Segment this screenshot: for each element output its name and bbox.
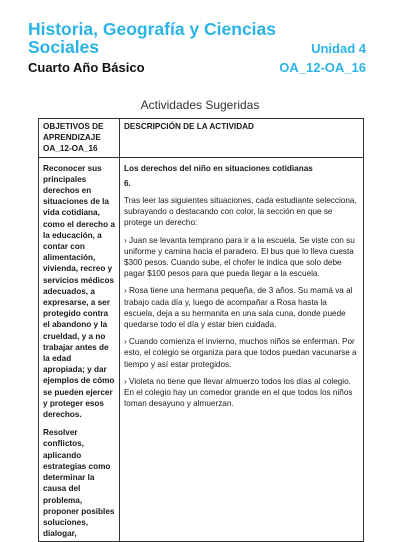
document-header [28, 20, 372, 76]
activity-title: Los derechos del niño en situaciones cotidianas [124, 163, 313, 173]
subject-title-line1: Historia, Geografía y Ciencias [28, 19, 277, 39]
grade-row [28, 60, 372, 76]
grade-label: Cuarto Año Básico [28, 60, 145, 75]
subject-title-line2: Sociales [28, 37, 100, 57]
oa-range-label: OA_12-OA_16 [279, 60, 366, 75]
activity-paragraph: › Cuando comienza el invierno, muchos niños se enferman. Por esto, el colegio se organiza para que todos puedan vacunarse a tiempo y así estar protegidos. [124, 337, 357, 369]
activity-number: 6. [124, 178, 131, 188]
table-header-row [39, 119, 364, 158]
activity-paragraph: › Juan se levanta temprano para ir a la escuela. Se viste con su uniforme y camina hacia el paradero. El bus que lo lleva cuesta $300 pesos. Cuando sube, el chofer le indica que solo debe pagar $100 pesos para que pueda llegar a la escuela. [124, 235, 355, 279]
activity-paragraph: › Violeta no tiene que llevar almuerzo todos los días al colegio. En el colegio hay un comedor grande en el que todos los niños toman desayuno y almuerzan. [124, 376, 353, 409]
unit-label: Unidad 4 [311, 41, 366, 56]
description-cell [120, 157, 364, 542]
activity-paragraph: Tras leer las siguientes situaciones, cada estudiante selecciona, subrayando o destacando con color, la sección en que se protege un derecho: [124, 196, 357, 228]
objectives-column-header: OBJETIVOS DE APRENDIZAJE OA_12-OA_16 [39, 119, 120, 158]
subject-row [28, 38, 372, 56]
section-title: Actividades Sugeridas [140, 98, 260, 112]
description-column-header: DESCRIPCIÓN DE LA ACTIVIDAD [120, 119, 364, 158]
activity-paragraph: › Rosa tiene una hermana pequeña, de 3 años. Su mamá va al trabajo cada día y, luego de acompañar a Rosa hasta la escuela, deja a su hermanita en una sala cuna, donde puede quedarse todo el día y estar bien cuidada. [124, 286, 353, 330]
table-row [39, 157, 364, 542]
objectives-cell [39, 157, 120, 542]
activities-table [38, 118, 364, 542]
objective-text: Resolver conflictos, aplicando estrategias como determinar la causa del problema, proponer posibles soluciones, dialogar, [43, 428, 115, 539]
objective-text: Reconocer sus principales derechos en situaciones de la vida cotidiana, como el derecho a la educación, a contar con alimentación, vivienda, recreo y servicios médicos adecuados, a expresarse, a ser protegido contra el abandono y la crueldad, y a no trabajar antes de la edad apropiada; y dar ejemplos de cómo se pueden ejercer y proteger esos derechos. [43, 163, 115, 420]
